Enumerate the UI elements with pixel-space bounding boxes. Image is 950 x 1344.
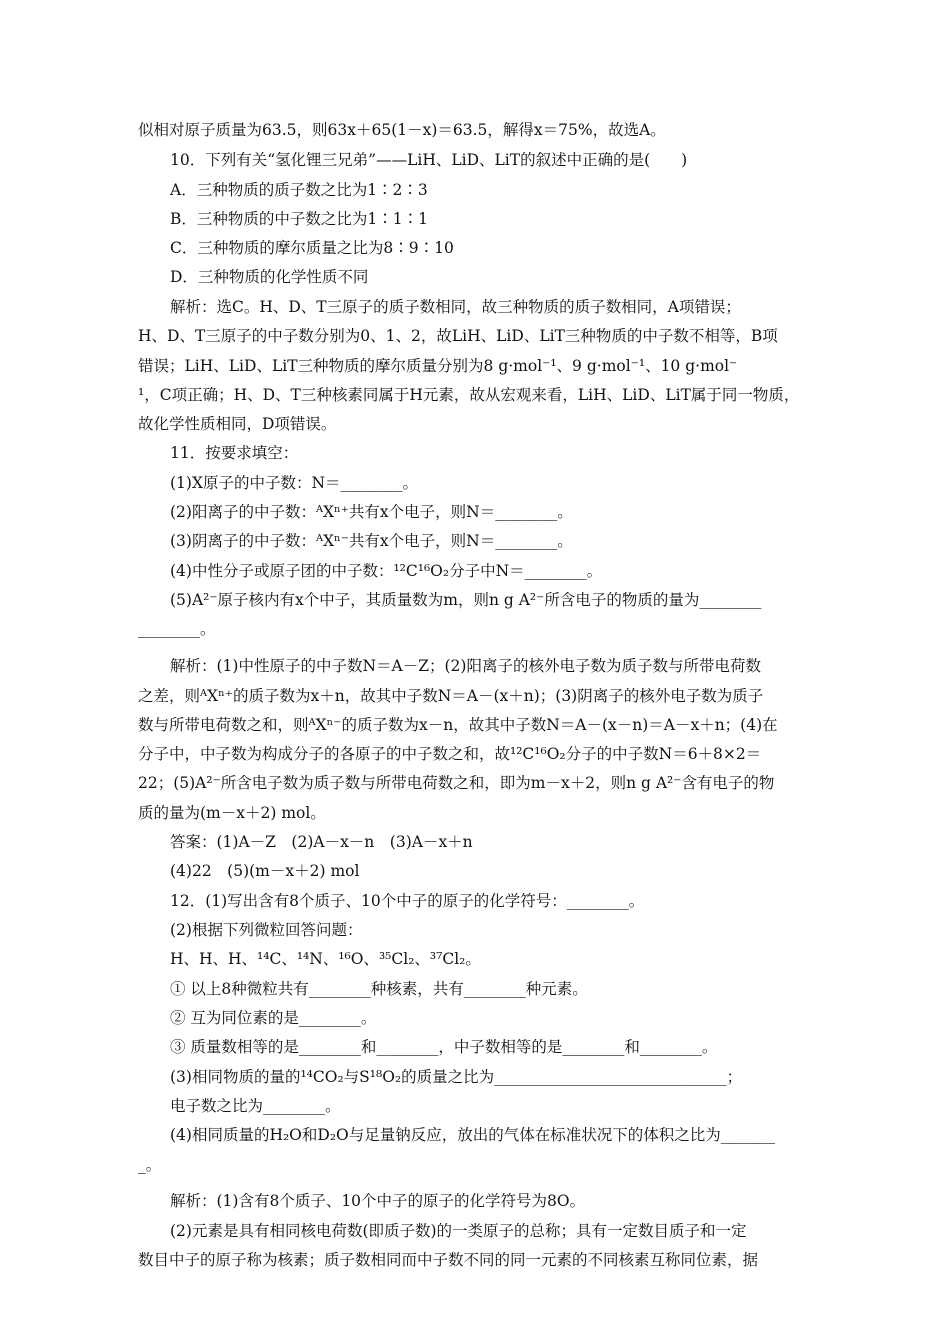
answer-text: 答案：(1)A－Z (2)A－x－n (3)A－x＋n [170,833,473,851]
analysis-text: 分子中，中子数为构成分子的各原子的中子数之和，故¹²C¹⁶O₂分子的中子数N＝6＋8×2＝ [138,745,762,763]
option-d: D．三种物质的化学性质不同 [170,268,369,286]
option-b: B．三种物质的中子数之比为1∶1∶1 [170,210,428,228]
analysis-text: 22；(5)A²⁻所含电子数为质子数与所带电荷数之和，即为m－x＋2，则n g A²⁻含有电子的物 [138,774,775,792]
question-11-stem: 11．按要求填空： [170,444,299,462]
sub-question: (1)X原子的中子数：N＝________。 [170,474,419,492]
analysis-text: 错误；LiH、LiD、LiT三种物质的摩尔质量分别为8 g·mol⁻¹、9 g·mol⁻¹、10 g·mol⁻ [138,357,738,375]
analysis-text: 故化学性质相同，D项错误。 [138,415,337,433]
analysis-text: 质的量为(m－x＋2) mol。 [138,804,326,822]
option-a: A．三种物质的质子数之比为1∶2∶3 [170,181,428,199]
particle-list: H、H、H、¹⁴C、¹⁴N、¹⁶O、³⁵Cl₂、³⁷Cl₂。 [170,950,481,968]
text-line: 似相对原子质量为63.5，则63x＋65(1－x)＝63.5，解得x＝75%，故选A。 [138,121,666,139]
sub-question: ① 以上8种微粒共有________种核素，共有________种元素。 [170,980,588,998]
sub-question: (2)根据下列微粒回答问题： [170,921,363,939]
analysis-text: (2)元素是具有相同核电荷数(即质子数)的一类原子的总称；具有一定数目质子和一定 [170,1222,747,1240]
sub-question: ② 互为同位素的是________。 [170,1009,377,1027]
sub-question: (2)阳离子的中子数：ᴬXⁿ⁺共有x个电子，则N＝________。 [170,503,573,521]
sub-question: (3)相同物质的量的¹⁴CO₂与S¹⁸O₂的质量之比为______________________________； [170,1068,743,1086]
sub-question: (3)阴离子的中子数：ᴬXⁿ⁻共有x个电子，则N＝________。 [170,532,573,550]
sub-question: _。 [138,1156,162,1174]
analysis-text: H、D、T三原子的中子数分别为0、1、2，故LiH、LiD、LiT三种物质的中子数不相等，B项 [138,327,778,345]
question-10-stem: 10．下列有关“氢化锂三兄弟”——LiH、LiD、LiT的叙述中正确的是( ) [170,151,688,169]
sub-question: ③ 质量数相等的是________和________，中子数相等的是________和________。 [170,1038,718,1056]
sub-question: ________。 [138,620,216,638]
analysis-text: 之差，则ᴬXⁿ⁺的质子数为x＋n，故其中子数N＝A－(x＋n)；(3)阴离子的核外电子数为质子 [138,687,764,705]
sub-question: 电子数之比为________。 [170,1097,341,1115]
analysis-text: 数与所带电荷数之和，则ᴬXⁿ⁻的质子数为x－n，故其中子数N＝A－(x－n)＝A－x＋n；(4)在 [138,716,778,734]
sub-question: (4)相同质量的H₂O和D₂O与足量钠反应，放出的气体在标准状况下的体积之比为_______ [170,1126,775,1144]
sub-question: (4)中性分子或原子团的中子数：¹²C¹⁶O₂分子中N＝________。 [170,562,603,580]
analysis-text: ¹，C项正确；H、D、T三种核素同属于H元素，故从宏观来看，LiH、LiD、LiT属于同一物质， [138,386,800,404]
analysis-text: 数目中子的原子称为核素；质子数相同而中子数不同的同一元素的不同核素互称同位素，据 [138,1251,759,1269]
question-12-stem: 12．(1)写出含有8个质子、10个中子的原子的化学符号：________。 [170,892,645,910]
analysis-text: 解析：(1)含有8个质子、10个中子的原子的化学符号为8O。 [170,1192,586,1210]
option-c: C．三种物质的摩尔质量之比为8∶9∶10 [170,239,454,257]
sub-question: (5)A²⁻原子核内有x个中子，其质量数为m，则n g A²⁻所含电子的物质的量为________ [170,591,762,609]
analysis-text: 解析：(1)中性原子的中子数N＝A－Z；(2)阳离子的核外电子数为质子数与所带电荷数 [170,657,761,675]
answer-text: (4)22 (5)(m－x＋2) mol [170,862,360,880]
analysis-text: 解析：选C。H、D、T三原子的质子数相同，故三种物质的质子数相同，A项错误； [170,298,741,316]
